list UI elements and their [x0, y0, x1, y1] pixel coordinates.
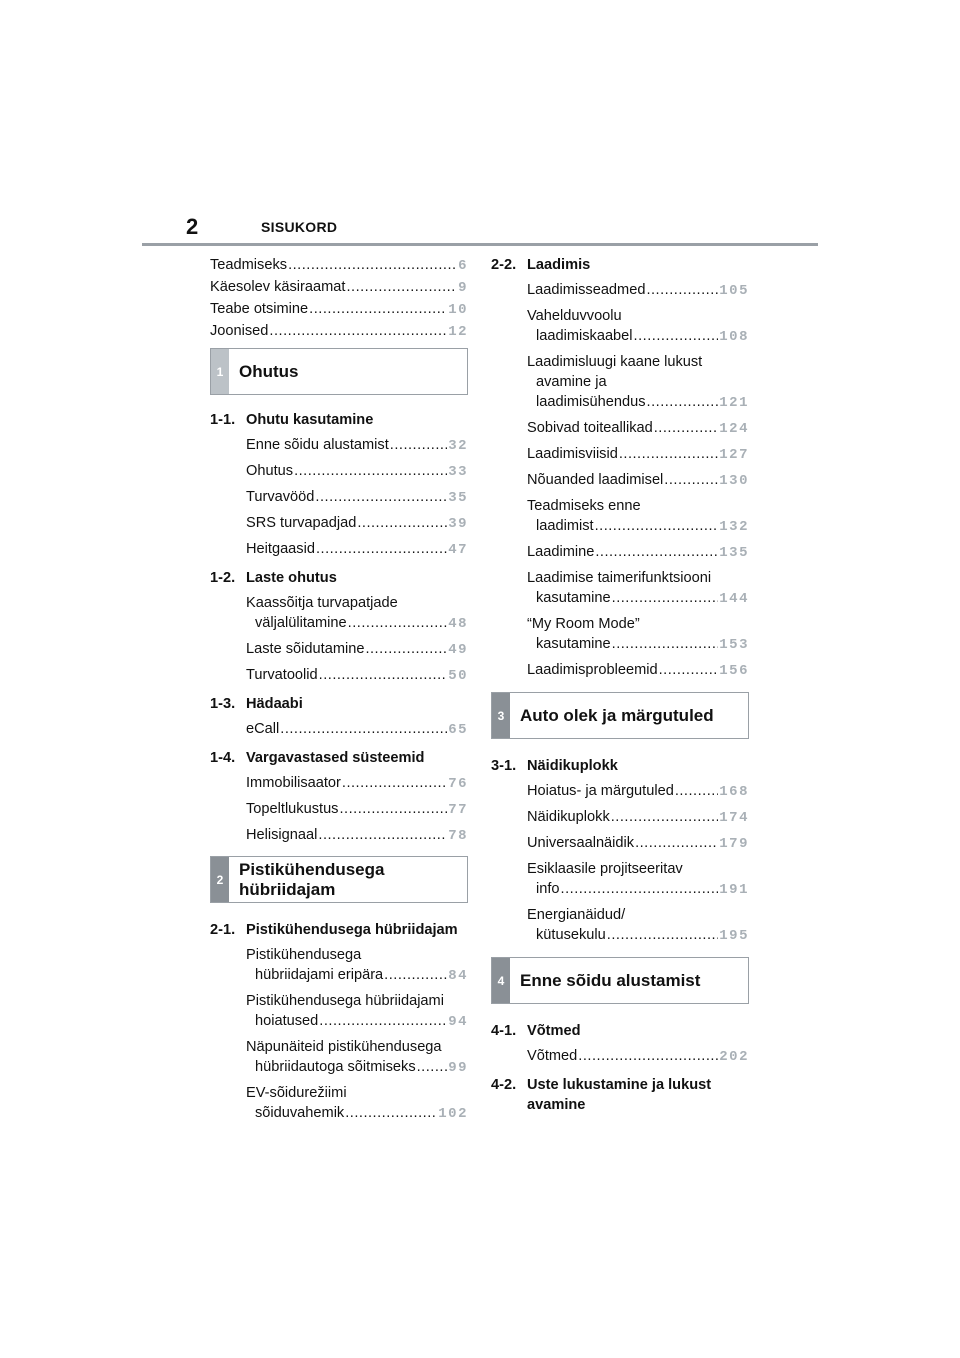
- toc-entry-text: Turvavööd: [246, 489, 315, 505]
- leader-dots: [365, 639, 447, 659]
- leader-dots: [611, 807, 719, 827]
- section-number: 2-1.: [210, 922, 236, 938]
- toc-entry-text: Kaassõitja turvapatjade: [246, 595, 398, 611]
- page-ref[interactable]: 132: [719, 519, 749, 535]
- page-ref[interactable]: 99: [448, 1060, 468, 1076]
- section-title: Näidikuplokk: [527, 758, 618, 774]
- section-number: 1-3.: [210, 696, 236, 712]
- toc-entry[interactable]: [246, 1037, 468, 1078]
- page-ref[interactable]: 102: [438, 1106, 468, 1122]
- page-ref[interactable]: 32: [448, 438, 468, 454]
- chapter-title: Ohutus: [239, 361, 299, 381]
- toc-entry-text: Heitgaasid: [246, 541, 315, 557]
- toc-entry-line: [246, 513, 468, 534]
- page-ref[interactable]: 84: [448, 968, 468, 984]
- toc-entry-line: [527, 280, 749, 301]
- leader-dots: [339, 799, 447, 819]
- toc-entry-line: [527, 372, 749, 392]
- toc-section: [210, 410, 468, 560]
- toc-entry[interactable]: [527, 568, 749, 609]
- toc-entry-text: Esiklaasile projitseeritav: [527, 861, 683, 877]
- section-heading[interactable]: [491, 255, 749, 275]
- toc-entry[interactable]: [210, 321, 468, 342]
- chapter-1-header[interactable]: [210, 348, 468, 395]
- section-heading[interactable]: [210, 568, 468, 588]
- section-title: Pistikühendusega hübriidajam: [246, 922, 458, 938]
- section-title: Võtmed: [527, 1023, 581, 1039]
- leader-dots: [348, 613, 448, 633]
- toc-entry-text: Laadimisprobleemid: [527, 662, 658, 678]
- section-entries: [246, 593, 468, 686]
- toc-section: [210, 694, 468, 740]
- section-number: 1-1.: [210, 412, 236, 428]
- toc-entry[interactable]: [527, 660, 749, 681]
- toc-entry-line: [246, 1057, 468, 1078]
- chapter-title-line: hübriidajam: [239, 879, 336, 899]
- section-number: 3-1.: [491, 758, 517, 774]
- page-ref[interactable]: 156: [719, 663, 749, 679]
- toc-entry-text: Immobilisaator: [246, 775, 341, 791]
- section-title: [527, 1075, 711, 1115]
- toc-entry[interactable]: [246, 539, 468, 560]
- page-ref[interactable]: 33: [448, 464, 468, 480]
- toc-entry[interactable]: [527, 444, 749, 465]
- toc-entry-text: Võtmed: [527, 1048, 578, 1064]
- leader-dots: [384, 965, 447, 985]
- chapter-title: [229, 857, 394, 902]
- page-ref[interactable]: 9: [458, 280, 468, 296]
- toc-entry[interactable]: [527, 352, 749, 413]
- toc-entry-line: [527, 859, 749, 879]
- leader-dots: [595, 516, 719, 536]
- toc-entry-text: hübriidajami eripära: [255, 967, 384, 983]
- leader-dots: [664, 470, 718, 490]
- toc-entry-text: Universaalnäidik: [527, 835, 635, 851]
- toc-entry-text: laadimisühendus: [536, 394, 646, 410]
- toc-entry-text: sõiduvahemik: [255, 1105, 345, 1121]
- toc-entry-text: eCall: [246, 721, 280, 737]
- leader-dots: [675, 781, 718, 801]
- toc-entry-text: hübriidautoga sõitmiseks: [255, 1059, 416, 1075]
- toc-entry-line: [527, 588, 749, 609]
- page-number: 2: [186, 214, 199, 239]
- toc-entry-line: [527, 905, 749, 925]
- leader-dots: [319, 1011, 447, 1031]
- toc-entry[interactable]: [246, 1083, 468, 1124]
- page-ref[interactable]: 191: [719, 882, 749, 898]
- page-ref[interactable]: 39: [448, 516, 468, 532]
- page-ref[interactable]: 65: [448, 722, 468, 738]
- toc-entry-line: [246, 1037, 468, 1057]
- leader-dots: [612, 634, 719, 654]
- toc-entry-text: Näidikuplokk: [527, 809, 610, 825]
- section-title: Hädaabi: [246, 696, 303, 712]
- section-entries: [527, 1046, 749, 1067]
- toc-entry-line: [246, 965, 468, 986]
- section-entries: [246, 435, 468, 560]
- section-entries: [527, 781, 749, 946]
- toc-entry-line: [527, 326, 749, 347]
- page-ref[interactable]: 10: [448, 302, 468, 318]
- section-title-line: avamine: [527, 1097, 586, 1113]
- toc-entry[interactable]: [246, 461, 468, 482]
- toc-entry-text: Ohutus: [246, 463, 294, 479]
- toc-entry-line: [527, 1046, 749, 1067]
- page-ref[interactable]: 124: [719, 421, 749, 437]
- page-ref[interactable]: 174: [719, 810, 749, 826]
- toc-entry-line: [527, 660, 749, 681]
- leader-dots: [635, 833, 718, 853]
- toc-entry-text: Käesolev käsiraamat: [210, 279, 346, 295]
- toc-entry[interactable]: [246, 799, 468, 820]
- leader-dots: [346, 277, 457, 297]
- toc-entry[interactable]: [210, 299, 468, 320]
- page-ref[interactable]: 35: [448, 490, 468, 506]
- toc-entry[interactable]: [246, 639, 468, 660]
- leader-dots: [342, 773, 447, 793]
- toc-left-column: [210, 255, 468, 1124]
- toc-entry-text: kasutamine: [536, 636, 611, 652]
- toc-entry-text: Nõuanded laadimisel: [527, 472, 664, 488]
- toc-section: [210, 920, 468, 1124]
- toc-entry-line: [527, 496, 749, 516]
- toc-entry[interactable]: [527, 614, 749, 655]
- toc-entry[interactable]: [246, 435, 468, 456]
- toc-entry-line: [527, 418, 749, 439]
- toc-entry[interactable]: [527, 542, 749, 563]
- toc-entry-line: [246, 461, 468, 482]
- toc-entry-text: Laste sõidutamine: [246, 641, 365, 657]
- toc-section: [491, 1075, 749, 1115]
- section-number: 4-1.: [491, 1023, 517, 1039]
- toc-entry-text: Teadmiseks enne: [527, 498, 641, 514]
- toc-entry-line: [527, 392, 749, 413]
- leader-dots: [280, 719, 447, 739]
- toc-entry-text: hoiatused: [255, 1013, 319, 1029]
- leader-dots: [357, 513, 447, 533]
- page-ref[interactable]: 202: [719, 1049, 749, 1065]
- toc-entry-line: [246, 435, 468, 456]
- leader-dots: [612, 588, 719, 608]
- section-heading[interactable]: [210, 920, 468, 940]
- toc-entry-text: Hoiatus- ja märgutuled: [527, 783, 674, 799]
- chapter-4-sections: [491, 1021, 749, 1115]
- toc-section: [491, 756, 749, 946]
- page-title: SISUKORD: [261, 219, 338, 235]
- section-heading[interactable]: [210, 694, 468, 714]
- toc-entry-text: Laadimisluugi kaane lukust: [527, 354, 703, 370]
- page-ref[interactable]: 153: [719, 637, 749, 653]
- section-number: 1-2.: [210, 570, 236, 586]
- toc-entry-line: [527, 925, 749, 946]
- page-ref[interactable]: 135: [719, 545, 749, 561]
- leader-dots: [319, 665, 448, 685]
- toc-entry[interactable]: [527, 833, 749, 854]
- toc-entry-text: väljalülitamine: [255, 615, 347, 631]
- toc-right-column: [491, 255, 749, 1115]
- toc-section: [491, 1021, 749, 1067]
- toc-entry-line: [246, 639, 468, 660]
- chapter-title: Enne sõidu alustamist: [520, 970, 701, 990]
- toc-entry[interactable]: [246, 593, 468, 634]
- toc-entry-line: [527, 516, 749, 537]
- page-ref[interactable]: 127: [719, 447, 749, 463]
- chapter-3-header[interactable]: [491, 692, 749, 739]
- toc-entry[interactable]: [246, 991, 468, 1032]
- section-title: Vargavastased süsteemid: [246, 750, 425, 766]
- leader-dots: [269, 321, 447, 341]
- leader-dots: [294, 461, 447, 481]
- toc-entry-text: Energianäidud/: [527, 907, 626, 923]
- toc-entry-text: laadimist: [536, 518, 594, 534]
- toc-entry-line: [246, 825, 468, 846]
- toc-entry-line: [246, 613, 468, 634]
- page-ref[interactable]: 12: [448, 324, 468, 340]
- toc-entry-text: Topeltlukustus: [246, 801, 339, 817]
- toc-entry-text: info: [536, 881, 560, 897]
- leader-dots: [607, 925, 719, 945]
- page-ref[interactable]: 76: [448, 776, 468, 792]
- chapter-tab: 4: [492, 958, 510, 1003]
- leader-dots: [315, 487, 447, 507]
- chapter-1-sections: [210, 410, 468, 846]
- toc-entry-line: [246, 719, 468, 740]
- toc-entry[interactable]: [527, 280, 749, 301]
- chapter-tab: 1: [211, 349, 229, 394]
- chapter-3-sections: [491, 756, 749, 946]
- toc-entry-line: [246, 991, 468, 1011]
- toc-entry[interactable]: [210, 277, 468, 298]
- toc-entry-line: [246, 1011, 468, 1032]
- page-ref[interactable]: 78: [448, 828, 468, 844]
- toc-entry[interactable]: [210, 255, 468, 276]
- leader-dots: [417, 1057, 448, 1077]
- toc-entry[interactable]: [527, 470, 749, 491]
- leader-dots: [619, 444, 718, 464]
- toc-entry-line: [527, 306, 749, 326]
- section-entries: [527, 280, 749, 681]
- toc-entry-text: Sobivad toiteallikad: [527, 420, 653, 436]
- toc-entry-line: [246, 487, 468, 508]
- chapter-title: Auto olek ja märgutuled: [520, 705, 714, 725]
- chapter-4-header[interactable]: [491, 957, 749, 1004]
- toc-entry-text: Vahelduvvoolu: [527, 308, 622, 324]
- chapter-title-line: Pistikühendusega: [239, 859, 385, 879]
- toc-entry[interactable]: [527, 781, 749, 802]
- toc-entry-text: kütusekulu: [536, 927, 606, 943]
- toc-entry-line: [527, 614, 749, 634]
- toc-entry-text: Näpunäiteid pistikühendusega: [246, 1039, 442, 1055]
- section-heading[interactable]: [210, 748, 468, 768]
- page-ref[interactable]: 121: [719, 395, 749, 411]
- section-entries: [246, 719, 468, 740]
- section-title: Laadimis: [527, 257, 591, 273]
- section-title-line: Uste lukustamine ja lukust: [527, 1077, 712, 1093]
- section-heading[interactable]: [210, 410, 468, 430]
- chapter-tab: 2: [211, 857, 229, 902]
- toc-entry-line: [527, 807, 749, 828]
- section-number: 2-2.: [491, 257, 517, 273]
- toc-entry-text: Laadimisseadmed: [527, 282, 646, 298]
- toc-entry-text: Enne sõidu alustamist: [246, 437, 389, 453]
- toc-entry[interactable]: [527, 859, 749, 900]
- toc-entry-text: EV-sõidurežiimi: [246, 1085, 347, 1101]
- page-ref[interactable]: 50: [448, 668, 468, 684]
- section-title: Laste ohutus: [246, 570, 337, 586]
- toc-entry-line: [246, 945, 468, 965]
- section-title: Ohutu kasutamine: [246, 412, 374, 428]
- toc-entry-text: Laadimisviisid: [527, 446, 618, 462]
- leader-dots: [309, 299, 447, 319]
- toc-entry-text: kasutamine: [536, 590, 611, 606]
- section-entries: [246, 773, 468, 846]
- toc-entry-line: [527, 833, 749, 854]
- toc-entry-text: SRS turvapadjad: [246, 515, 357, 531]
- toc-entry[interactable]: [246, 945, 468, 986]
- leader-dots: [578, 1046, 718, 1066]
- toc-entry-text: Teadmiseks: [210, 257, 288, 273]
- header-rule: [142, 243, 818, 246]
- leader-dots: [654, 418, 719, 438]
- leader-dots: [390, 435, 447, 455]
- leader-dots: [659, 660, 719, 680]
- toc-entry-line: [246, 1103, 468, 1124]
- toc-entry-line: [527, 444, 749, 465]
- toc-entry-line: [246, 593, 468, 613]
- leader-dots: [318, 825, 447, 845]
- section-number: 1-4.: [210, 750, 236, 766]
- leader-dots: [561, 879, 719, 899]
- section-heading[interactable]: [491, 756, 749, 776]
- leader-dots: [316, 539, 447, 559]
- leader-dots: [647, 392, 719, 412]
- section-heading[interactable]: [491, 1075, 749, 1115]
- toc-entry-line: [527, 542, 749, 563]
- toc-entry-line: [527, 470, 749, 491]
- page-ref[interactable]: 94: [448, 1014, 468, 1030]
- leader-dots: [634, 326, 719, 346]
- toc-entry-text: “My Room Mode”: [527, 616, 640, 632]
- toc-entry-line: [246, 799, 468, 820]
- leader-dots: [646, 280, 718, 300]
- toc-entry[interactable]: [527, 905, 749, 946]
- toc-entry[interactable]: [246, 719, 468, 740]
- page-ref[interactable]: 130: [719, 473, 749, 489]
- page-ref[interactable]: 48: [448, 616, 468, 632]
- toc-entry[interactable]: [246, 825, 468, 846]
- chapter-tab: 3: [492, 693, 510, 738]
- toc-entry[interactable]: [527, 1046, 749, 1067]
- toc-entry-line: [246, 665, 468, 686]
- toc-section: [210, 568, 468, 686]
- toc-entry[interactable]: [527, 496, 749, 537]
- toc-section: [210, 748, 468, 846]
- toc-entry[interactable]: [527, 418, 749, 439]
- chapter-2-sections-cont: [491, 255, 749, 681]
- toc-entry-line: [527, 781, 749, 802]
- toc-entry-text: Teabe otsimine: [210, 301, 309, 317]
- leader-dots: [345, 1103, 437, 1123]
- toc-entry-text: Joonised: [210, 323, 269, 339]
- page-ref[interactable]: 168: [719, 784, 749, 800]
- section-heading[interactable]: [491, 1021, 749, 1041]
- page-ref[interactable]: 6: [458, 258, 468, 274]
- toc-entry-text: laadimiskaabel: [536, 328, 633, 344]
- page-ref[interactable]: 144: [719, 591, 749, 607]
- toc-entry-line: [246, 773, 468, 794]
- page-ref[interactable]: 108: [719, 329, 749, 345]
- toc-entry-text: Laadimise taimerifunktsiooni: [527, 570, 712, 586]
- toc-entry[interactable]: [246, 665, 468, 686]
- toc-entry-text: Laadimine: [527, 544, 595, 560]
- page-ref[interactable]: 179: [719, 836, 749, 852]
- toc-entry-line: [527, 879, 749, 900]
- page-ref[interactable]: 77: [448, 802, 468, 818]
- toc-entry-line: [527, 634, 749, 655]
- intro-list: [210, 255, 468, 342]
- chapter-2-header[interactable]: [210, 856, 468, 903]
- section-entries: [246, 945, 468, 1124]
- toc-entry-line: [246, 539, 468, 560]
- toc-entry[interactable]: [246, 513, 468, 534]
- toc-entry-text: Pistikühendusega: [246, 947, 362, 963]
- toc-entry[interactable]: [527, 807, 749, 828]
- leader-dots: [288, 255, 457, 275]
- page-ref[interactable]: 49: [448, 642, 468, 658]
- toc-entry-text: Turvatoolid: [246, 667, 318, 683]
- page-ref[interactable]: 47: [448, 542, 468, 558]
- toc-entry[interactable]: [527, 306, 749, 347]
- toc-entry-line: [527, 568, 749, 588]
- leader-dots: [595, 542, 718, 562]
- toc-entry-line: [527, 352, 749, 372]
- toc-entry-text: Pistikühendusega hübriidajami: [246, 993, 444, 1009]
- toc-section: [491, 255, 749, 681]
- toc-entry[interactable]: [246, 773, 468, 794]
- page-ref[interactable]: 105: [719, 283, 749, 299]
- toc-entry-line: [246, 1083, 468, 1103]
- toc-entry-text: Helisignaal: [246, 827, 318, 843]
- toc-entry-text: avamine ja: [536, 374, 607, 390]
- section-number: 4-2.: [491, 1077, 517, 1093]
- page-ref[interactable]: 195: [719, 928, 749, 944]
- chapter-2-sections: [210, 920, 468, 1124]
- toc-entry[interactable]: [246, 487, 468, 508]
